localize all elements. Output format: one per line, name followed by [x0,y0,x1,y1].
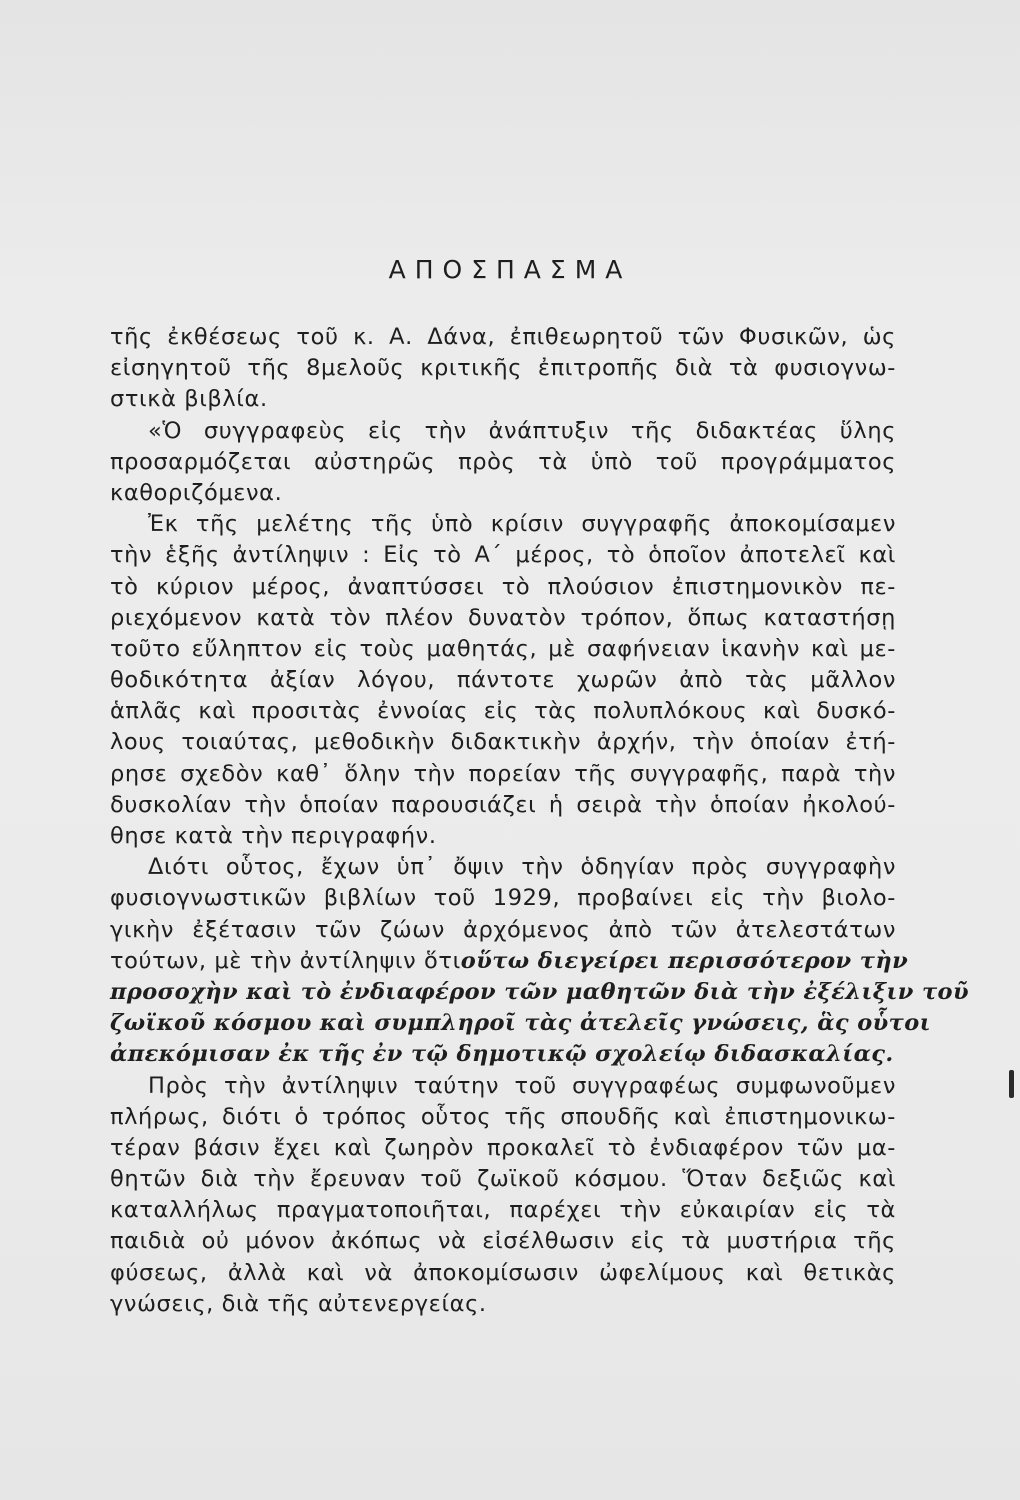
text-line: λους τοιαύτας, μεθοδικὴν διδακτικὴν ἀρχήν, τὴν ὁποίαν ἐτή- [110,729,896,756]
text-line: φύσεως, ἀλλὰ καὶ νὰ ἀποκομίσωσιν ὠφελίμους καὶ θετικὰς [110,1259,896,1286]
text-line: τὸ κύριον μέρος, ἀναπτύσσει τὸ πλούσιον ἐπιστημονικὸν πε- [110,573,896,600]
bold-text-line: προσοχὴν καὶ τὸ ἐνδιαφέρον τῶν μαθητῶν διὰ τὴν ἐξέλιξιν τοῦ [110,978,969,1005]
text-line: στικὰ βιβλία. [110,386,268,413]
mixed-line-normal: τούτων, μὲ τὴν ἀντίληψιν ὅτι [110,947,461,974]
text-line: ἁπλᾶς καὶ προσιτὰς ἐννοίας εἰς τὰς πολυπλόκους καὶ δυσκό- [110,698,896,725]
text-line: θοδικότητα ἀξίαν λόγου, πάντοτε χωρῶν ἀπὸ τὰς μᾶλλον [110,667,896,694]
text-line: Ἐκ τῆς μελέτης τῆς ὑπὸ κρίσιν συγγραφῆς ἀποκομίσαμεν [148,511,896,538]
text-line: γνώσεις, διὰ τῆς αὐτενεργείας. [110,1290,487,1317]
text-line: τέραν βάσιν ἔχει καὶ ζωηρὸν προκαλεῖ τὸ ἐνδιαφέρον τῶν μα- [110,1134,896,1161]
bold-quote [110,977,969,1071]
text-line-mixed [110,946,909,977]
text-line: τῆς ἐκθέσεως τοῦ κ. Α. Δάνα, ἐπιθεωρητοῦ τῶν Φυσικῶν, ὡς [110,324,896,350]
bold-text-line: ἀπεκόμισαν ἐκ τῆς ἐν τῷ δημοτικῷ σχολείῳ διδασκαλίας. [110,1041,894,1068]
text-line: προσαρμόζεται αὐστηρῶς πρὸς τὰ ὑπὸ τοῦ προγράμματος [110,448,896,475]
text-line: καταλλήλως πραγματοποιῆται, παρέχει τὴν εὐκαιρίαν εἰς τὰ [110,1197,896,1224]
text-line: παιδιὰ οὐ μόνον ἀκόπως νὰ εἰσέλθωσιν εἰς τὰ μυστήρια τῆς [110,1228,896,1255]
text-line: θητῶν διὰ τὴν ἔρευναν τοῦ ζωϊκοῦ κόσμου. Ὅταν δεξιῶς καὶ [110,1166,896,1193]
text-line: τοῦτο εὔληπτον εἰς τοὺς μαθητάς, μὲ σαφήνειαν ἱκανὴν καὶ με- [110,635,896,662]
text-line: δυσκολίαν τὴν ὁποίαν παρουσιάζει ἡ σειρὰ τὴν ὁποίαν ἠκολού- [110,791,896,818]
paragraphs-intro [110,322,896,946]
paragraph-closing [110,1071,896,1321]
bold-text-line: ζωϊκοῦ κόσμου καὶ συμπληροῖ τὰς ἀτελεῖς γνώσεις, ἃς οὗτοι [110,1010,931,1037]
text-line: πλήρως, διότι ὁ τρόπος οὗτος τῆς σπουδῆς καὶ ἐπιστημονικω- [110,1103,896,1130]
text-line: καθοριζόμενα. [110,479,283,506]
text-line: γικὴν ἐξέτασιν τῶν ζώων ἀρχόμενος ἀπὸ τῶν ἀτελεστάτων [110,916,896,943]
text-line: θησε κατὰ τὴν περιγραφήν. [110,823,437,849]
mixed-line-bold: οὕτω διεγείρει περισσότερον τὴν [460,947,909,974]
document-title: ΑΠΟΣΠΑΣΜΑ [388,255,632,284]
document-body [110,322,969,1320]
scan-edge-mark [1009,1070,1014,1098]
text-line: φυσιογνωστικῶν βιβλίων τοῦ 1929, προβαίνει εἰς τὴν βιολο- [110,885,896,912]
text-line: Διότι οὗτος, ἔχων ὑπ᾽ ὄψιν τὴν ὁδηγίαν πρὸς συγγραφὴν [148,854,896,881]
text-line: Πρὸς τὴν ἀντίληψιν ταύτην τοῦ συγγραφέως συμφωνοῦμεν [148,1072,896,1099]
text-line: ριεχόμενον κατὰ τὸν πλέον δυνατὸν τρόπον, ὅπως καταστήσῃ [110,604,896,631]
text-line: εἰσηγητοῦ τῆς 8μελοῦς κριτικῆς ἐπιτροπῆς διὰ τὰ φυσιογνω- [110,355,896,382]
text-line: ρησε σχεδὸν καθ᾽ ὅλην τὴν πορείαν τῆς συγγραφῆς, παρὰ τὴν [110,760,896,787]
text-line: «Ὁ συγγραφεὺς εἰς τὴν ἀνάπτυξιν τῆς διδακτέας ὕλης [148,417,896,444]
text-line: τὴν ἑξῆς ἀντίληψιν : Εἰς τὸ Α΄ μέρος, τὸ ὁποῖον ἀποτελεῖ καὶ [110,542,896,569]
